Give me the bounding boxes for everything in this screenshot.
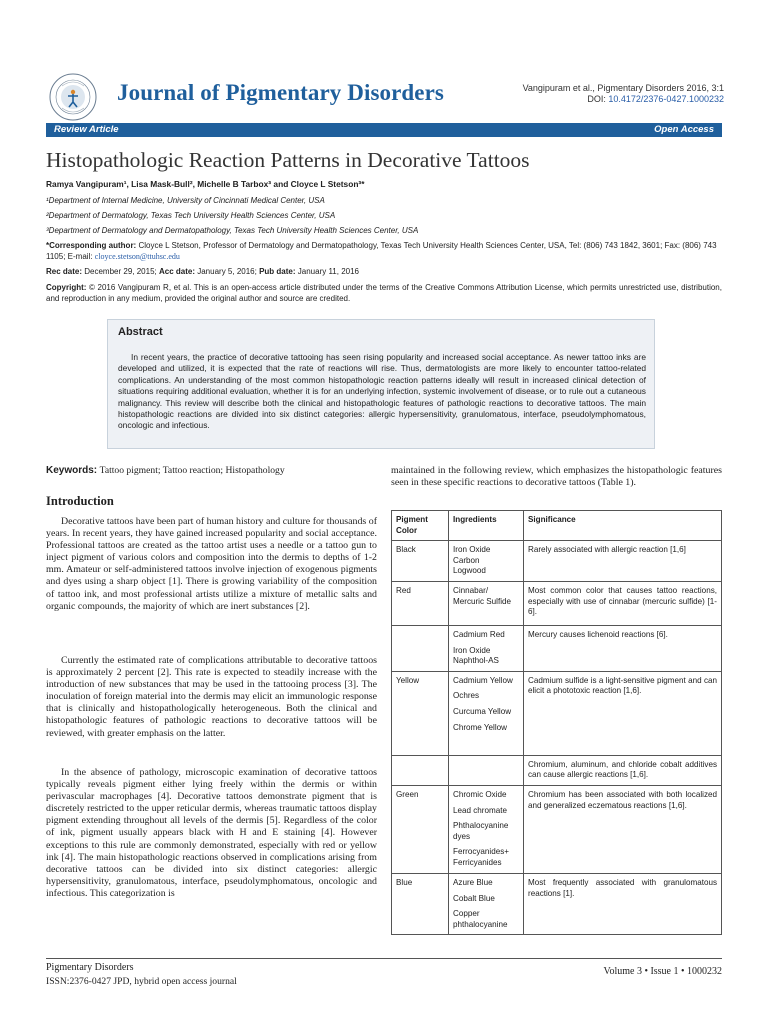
table-row	[392, 873, 722, 934]
ingredients-cell	[449, 671, 524, 755]
ingredient-item: Chrome Yellow	[453, 722, 507, 732]
table-row	[392, 625, 722, 671]
journal-title: Journal of Pigmentary Disorders	[117, 80, 444, 105]
ingredient-item: Cobalt Blue	[453, 893, 495, 903]
table-row	[392, 671, 722, 755]
ingredients-cell	[449, 581, 524, 625]
corresponding-text: Cloyce L Stetson, Professor of Dermatology and Dermatopathology, Texas Tech University Health Sciences Center, USA, Tel: (806) 743 1842, 3601; Fax: (806) 743 1105; E-mail:	[46, 241, 717, 262]
significance-cell: Most common color that causes tattoo reactions, especially with use of cinnabar (mercuric sulfide) [1-6].	[524, 581, 722, 625]
footer-divider	[46, 958, 722, 959]
ingredient-item: Lead chromate	[453, 805, 507, 815]
abstract-text: In recent years, the practice of decorative tattooing has seen rising popularity and increased social acceptance. As newer tattoo inks are developed and utilized, it is expected that the rate of reactions will rise. Thus, dermatologists are more likely to encounter tattoo-related complications. An understanding of the most common histopathologic reaction patterns ideally will result in increased clinical detection of situations requiring additional evaluation, whether it is for an underlying infection, systemic involvement of disease, or to rule out a cutaneous malignancy. This review will describe both the clinical and histopathologic features of pathologic reactions to decorative tattoos. The main histopathologic reactions are divided into six distinct categories: allergic hypersensitivity, granulomatous, interface, pseudolymphomatous, oncologic and infectious.	[118, 352, 646, 431]
pigment-color-cell	[392, 625, 449, 671]
ingredient-item: Chromic Oxide	[453, 789, 507, 799]
significance-cell: Chromium, aluminum, and chloride cobalt additives can cause allergic reactions [1,6].	[524, 755, 722, 785]
keywords	[46, 465, 382, 476]
pigment-color-cell: Blue	[392, 873, 449, 934]
author-list: Ramya Vangipuram¹, Lisa Mask-Bull², Michelle B Tarbox³ and Cloyce L Stetson³*	[46, 179, 365, 189]
acc-date-label: Acc date:	[158, 267, 195, 276]
ingredients-cell	[449, 873, 524, 934]
ingredient-item: Cinnabar/ Mercuric Sulfide	[453, 585, 512, 606]
rec-date-label: Rec date:	[46, 267, 83, 276]
table-row	[392, 755, 722, 785]
table-header-row	[392, 511, 722, 541]
open-access-badge: Open Access	[654, 124, 714, 135]
corresponding-author	[46, 240, 722, 262]
affiliation: ¹Department of Internal Medicine, University of Cincinnati Medical Center, USA	[46, 196, 325, 205]
pub-date-label: Pub date:	[259, 267, 296, 276]
footer-journal: Pigmentary Disorders	[46, 962, 134, 973]
ingredients-cell	[449, 785, 524, 873]
ingredients-cell	[449, 625, 524, 671]
footer-volume: Volume 3 • Issue 1 • 1000232	[603, 966, 722, 977]
body-paragraph: Decorative tattoos have been part of human history and culture for thousands of years. In recent years, they have gained increased popularity and social acceptance. Professional tattoos are created as the tattoo artist uses a needle or a tattoo gun to inject pigment of various colors and composition into the dermis to depths of 1-2 mm. Amateur or self-administered tattoos involve injection of exogenous pigments and dyes using a sharp object [1]. There is growing variability of the composition of tattoo ink, and most professional artists utilize a mixture of metallic salts and organic compounds, the majority of which are inert substances [2].	[46, 516, 377, 612]
acc-date: January 5, 2016;	[197, 267, 257, 276]
copyright-text: © 2016 Vangipuram R, et al. This is an open-access article distributed under the terms of the Creative Commons Attribution License, which permits unrestricted use, distribution, and reproduction in any medium, provided the original author and source are credited.	[46, 283, 722, 303]
article-type: Review Article	[54, 124, 119, 135]
ingredient-item: Iron Oxide Carbon Logwood	[453, 545, 491, 576]
citation: Vangipuram et al., Pigmentary Disorders 2016, 3:1	[522, 83, 724, 93]
ingredients-cell	[449, 755, 524, 785]
pigment-color-cell: Green	[392, 785, 449, 873]
body-paragraph: In the absence of pathology, microscopic examination of decorative tattoos typically reveals pigment either lying freely within the dermis or within perivascular macrophages [4]. Decorative tattoos demonstrate pigment that is discretely restricted to the upper reticular dermis, whereas traumatic tattoos display pigment extending throughout all levels of the dermis [5]. Regardless of the color of ink, pigment usually appears black with H and E staining [4]. However exceptions to this rule are commonly demonstrated, especially with red or yellow ink [4]. The main histopathologic reactions observed in complications arising from decorative tattoos can be divided into six distinct categories: allergic hypersensitivity, granulomatous, interface, pseudolymphomatous, oncologic and infectious. This categorization is	[46, 767, 377, 899]
copyright-notice	[46, 282, 722, 304]
copyright-label: Copyright:	[46, 283, 87, 292]
pigment-color-cell: Yellow	[392, 671, 449, 755]
significance-cell: Chromium has been associated with both localized and generalized eczematous reactions [1,6].	[524, 785, 722, 873]
ingredient-item: Cadmium Yellow	[453, 675, 513, 685]
introduction-heading: Introduction	[46, 494, 114, 508]
citation-block	[523, 83, 724, 105]
ingredient-item: Ochres	[453, 691, 480, 701]
doi-link[interactable]: 10.4172/2376-0427.1000232	[608, 94, 724, 104]
pigment-color-cell: Red	[392, 581, 449, 625]
body-paragraph: maintained in the following review, which emphasizes the histopathologic features seen in these specific reactions to decorative tattoos (Table 1).	[391, 465, 722, 489]
table-row	[392, 785, 722, 873]
table-row	[392, 541, 722, 582]
pub-date: January 11, 2016	[297, 267, 359, 276]
pigment-table	[391, 510, 722, 935]
table-row	[392, 581, 722, 625]
pigment-color-cell: Black	[392, 541, 449, 582]
ingredient-item: Phthalocyanine dyes	[453, 821, 509, 841]
table-body	[392, 541, 722, 935]
footer-issn: ISSN:2376-0427 JPD, hybrid open access journal	[46, 976, 237, 987]
significance-cell: Mercury causes lichenoid reactions [6].	[524, 625, 722, 671]
affiliation: ²Department of Dermatology, Texas Tech University Health Sciences Center, USA	[46, 211, 336, 220]
article-type-banner	[46, 123, 722, 137]
table-header: Pigment Color	[392, 511, 449, 541]
journal-logo	[48, 72, 98, 122]
corresponding-label: *Corresponding author:	[46, 241, 137, 250]
significance-cell: Cadmium sulfide is a light-sensitive pigment and can elicit a phototoxic reaction [1,6].	[524, 671, 722, 755]
ingredient-item: Iron Oxide Naphthol-AS	[453, 645, 499, 666]
ingredient-item: Curcuma Yellow	[453, 706, 512, 716]
ingredient-item: Copper phthalocyanine	[453, 909, 508, 929]
keywords-label: Keywords:	[46, 465, 98, 476]
ingredient-item: Azure Blue	[453, 877, 493, 887]
ingredient-item: Cadmium Red	[453, 629, 505, 639]
pigment-color-cell	[392, 755, 449, 785]
article-title: Histopathologic Reaction Patterns in Decorative Tattoos	[46, 148, 530, 172]
keywords-value: Tattoo pigment; Tattoo reaction; Histopathology	[99, 465, 285, 476]
article-dates	[46, 267, 359, 276]
rec-date: December 29, 2015;	[84, 267, 157, 276]
significance-cell: Most frequently associated with granulomatous reactions [1].	[524, 873, 722, 934]
table-header: Significance	[524, 511, 722, 541]
affiliation: ³Department of Dermatology and Dermatopathology, Texas Tech University Health Sciences Center, USA	[46, 226, 419, 235]
abstract-heading: Abstract	[118, 326, 163, 338]
abstract-box	[107, 319, 655, 449]
significance-cell: Rarely associated with allergic reaction [1,6]	[524, 541, 722, 582]
doi-line	[523, 94, 724, 105]
ingredient-item: Ferrocyanides+ Ferricyanides	[453, 847, 510, 867]
doi-label: DOI:	[587, 94, 606, 104]
ingredients-cell	[449, 541, 524, 582]
body-paragraph: Currently the estimated rate of complications attributable to decorative tattoos is approximately 2 percent [2]. This rate is expected to steadily increase with the introduction of new substances that may be used in the tattooing process [3]. The inoculation of foreign material into the dermis may elicit an immunologic response that is clinically and histopathologically heterogeneous. Both the clinical and histopathologic features of pathologic reactions to decorative tattoos will be reviewed, with greater emphasis on the latter.	[46, 655, 377, 739]
email-link[interactable]: cloyce.stetson@ttuhsc.edu	[94, 252, 180, 262]
table-header: Ingredients	[449, 511, 524, 541]
